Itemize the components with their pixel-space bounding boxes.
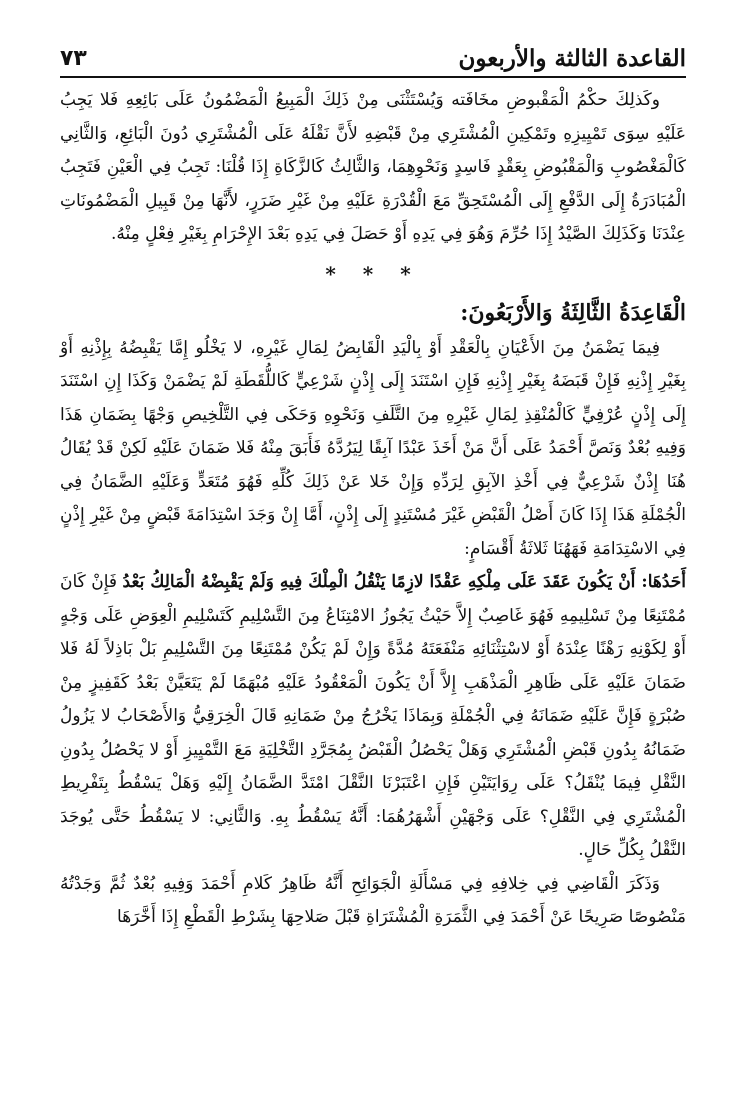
paragraph-3-lead: أَحَدُهَا: أَنْ يَكُونَ عَقَدَ عَلَى مِلْكِهِ عَقْدًا لازِمًا يَنْقُلُ الْمِلْكَ فِيهِ وَلَمْ يَقْبِضْهُ الْمَالِكُ بَعْدُ bbox=[122, 572, 686, 592]
paragraph-3 bbox=[60, 566, 686, 868]
section-heading: الْقَاعِدَةُ الثَّالِثَةُ وَالأَرْبَعُونَ: bbox=[460, 299, 686, 326]
paragraph-3-text: فَإِنْ كَانَ مُمْتَنِعًا مِنْ تَسْلِيمِهِ فَهُوَ غَاصِبٌ إِلاَّ حَيْثُ يَجُوزُ الامْتِنَاعُ مِنَ التَّسْلِيمِ كَتَسْلِيمِ الْعِوَضِ عَلَى وَجْهٍ أَوْ لِكَوْنِهِ رَهْنًا عِنْدَهُ أَوْ لاسْتِثْنَائِهِ مَنْفَعَتَهُ مُدَّةً وَإِنْ لَمْ يَكُنْ مُمْتَنِعًا مِنَ التَّسْلِيمِ بَلْ بَاذِلاً لَهُ فَلا ضَمَانَ عَلَيْهِ عَلَى ظَاهِرِ الْمَذْهَبِ إِلاَّ أَنْ يَكُونَ الْمَعْقُودُ عَلَيْهِ مُبْهَمًا لَمْ يَتَعَيَّنْ بَعْدُ كَقَفِيزٍ مِنْ صُبْرَةٍ فَإِنَّ عَلَيْهِ ضَمَانَهُ فِي الْجُمْلَةِ وَبِمَاذَا يَخْرُجُ مِنْ ضَمَانِهِ قَالَ الْخِرَقِيُّ وَالأَصْحَابُ لا يَزُولُ ضَمَانُهُ بِدُونِ قَبْضِ الْمُشْتَرِي وَهَلْ يَحْصُلُ الْقَبْضُ بِمُجَرَّدِ التَّخْلِيَةِ مَعَ التَّمْيِيزِ أَوْ لا يَحْصُلُ بِدُونِ النَّقْلِ فِيمَا يُنْقَلُ؟ عَلَى رِوَايَتَيْنِ فَإِنِ اعْتَبَرْنَا النَّقْلَ امْتَدَّ الضَّمَانُ إِلَيْهِ وَهَلْ يَسْقُطُ بِتَفْرِيطِ الْمُشْتَرِي فِي النَّقْلِ؟ عَلَى وَجْهَيْنِ أَشْهَرُهُمَا: أَنَّهُ يَسْقُطُ بِهِ. وَالثَّانِي: لا يَسْقُطُ حَتَّى يُوجَدَ النَّقْلُ بِكُلِّ حَالٍ. bbox=[60, 572, 686, 860]
page-header bbox=[60, 36, 686, 76]
section-separator-stars: * * * bbox=[325, 261, 421, 286]
paragraph-2: فِيمَا يَضْمَنُ مِنَ الأَعْيَانِ بِالْعَقْدِ أَوْ بِالْيَدِ الْقَابِضُ لِمَالِ غَيْرِهِ، لا يَخْلُو إِمَّا يَقْبِضُهُ بِإِذْنِهِ أَوْ بِغَيْرِ إِذْنِهِ فَإِنْ قَبَضَهُ بِغَيْرِ إِذْنِهِ فَإِنِ اسْتَنَدَ إِلَى إِذْنٍ شَرْعِيٍّ كَاللُّقَطَةِ لَمْ يَضْمَنْ وَكَذَا إِنِ اسْتَنَدَ إِلَى إِذْنٍ عُرْفِيٍّ كَالْمُنْقِذِ لِمَالِ غَيْرِهِ مِنَ التَّلَفِ وَنَحْوِهِ وَحَكَى فِي التَّلْخِيصِ وَجْهًا بِضَمَانِ هَذَا وَفِيهِ بُعْدٌ وَنَصَّ أَحْمَدُ عَلَى أَنَّ مَنْ أَخَذَ عَبْدًا آبِقًا لِيَرُدَّهُ فَأَبَقَ مِنْهُ فَلا ضَمَانَ عَلَيْهِ لَكِنْ قَدْ يُقَالُ هُنَا إِذْنٌ شَرْعِيٌّ فِي أَخْذِ الآبِقِ لِرَدِّهِ وَإِنْ خَلا عَنْ ذَلِكَ كُلِّهِ فَهُوَ مُتَعَدٍّ وَعَلَيْهِ الضَّمَانُ فِي الْجُمْلَةِ هَذَا إِذَا كَانَ أَصْلُ الْقَبْضِ غَيْرَ مُسْتَنِدٍ إِلَى إِذْنٍ، أَمَّا إِنْ وَجَدَ اسْتِدَامَةَ قَبْضٍ مِنْ غَيْرِ إِذْنٍ فِي الاسْتِدَامَةِ فَهَهُنَا ثَلاثَةُ أَقْسَامٍ: bbox=[60, 337, 686, 559]
paragraph-4: وَذَكَرَ الْقَاضِي فِي خِلافِهِ فِي مَسْأَلَةِ الْجَوَائِحِ أَنَّهُ ظَاهِرُ كَلامِ أَحْمَدَ وَفِيهِ بُعْدٌ ثُمَّ وَجَدْتُهُ مَنْصُوصًا صَرِيحًا عَنْ أَحْمَدَ فِي الثَّمَرَةِ الْمُشْتَرَاةِ قَبْلَ صَلاحِهَا بِشَرْطِ الْقَطْعِ إِذَا أَخَّرَهَا bbox=[60, 873, 686, 927]
running-title: القاعدة الثالثة والأربعون bbox=[458, 45, 686, 72]
header-rule bbox=[60, 76, 686, 78]
page-number: ٧٣ bbox=[60, 46, 87, 71]
paragraph-1: وكَذلِكَ حكْمُ الْمَقْبوضِ مخَافَته وَيُسْتَثْنَى مِنْ ذَلِكَ الْمَبِيعُ الْمَضْمُونُ عَلَى بَائِعِهِ فَلا يَجِبُ عَلَيْهِ سِوَى تَمْيِيزِهِ وتَمْكِينِ الْمُشْتَرِي مِنْ قَبْضِهِ لأَنَّ نَقْلَهُ عَلَى الْمُشْتَرِي دُونَ الْبَائِعِ، وَالثَّانِي كَالْمَغْصُوبِ وَالْمَقْبُوضِ بِعَقْدٍ فَاسِدٍ وَنَحْوِهِمَا، وَالثَّالِثُ كَالزَّكَاةِ إِذَا قُلْنَا: تَجِبُ فِي الْعَيْنِ فَتَجِبُ الْمُبَادَرَةُ إِلَى الدَّفْعِ إِلَى الْمُسْتَحِقِّ مَعَ الْقُدْرَةِ عَلَيْهِ مِنْ غَيْرِ ضَرَرٍ، لأَنَّهَا مِنْ قَبِيلِ الْمَضْمُونَاتِ عِنْدَنَا وَكَذَلِكَ الصَّيْدُ إِذَا حُرِّمَ وَهُوَ فِي يَدِهِ أَوْ حَصَلَ فِي يَدِهِ بَعْدَ الإِحْرَامِ بِغَيْرِ فِعْلٍ مِنْهُ. bbox=[60, 90, 686, 244]
page-body bbox=[60, 84, 686, 935]
